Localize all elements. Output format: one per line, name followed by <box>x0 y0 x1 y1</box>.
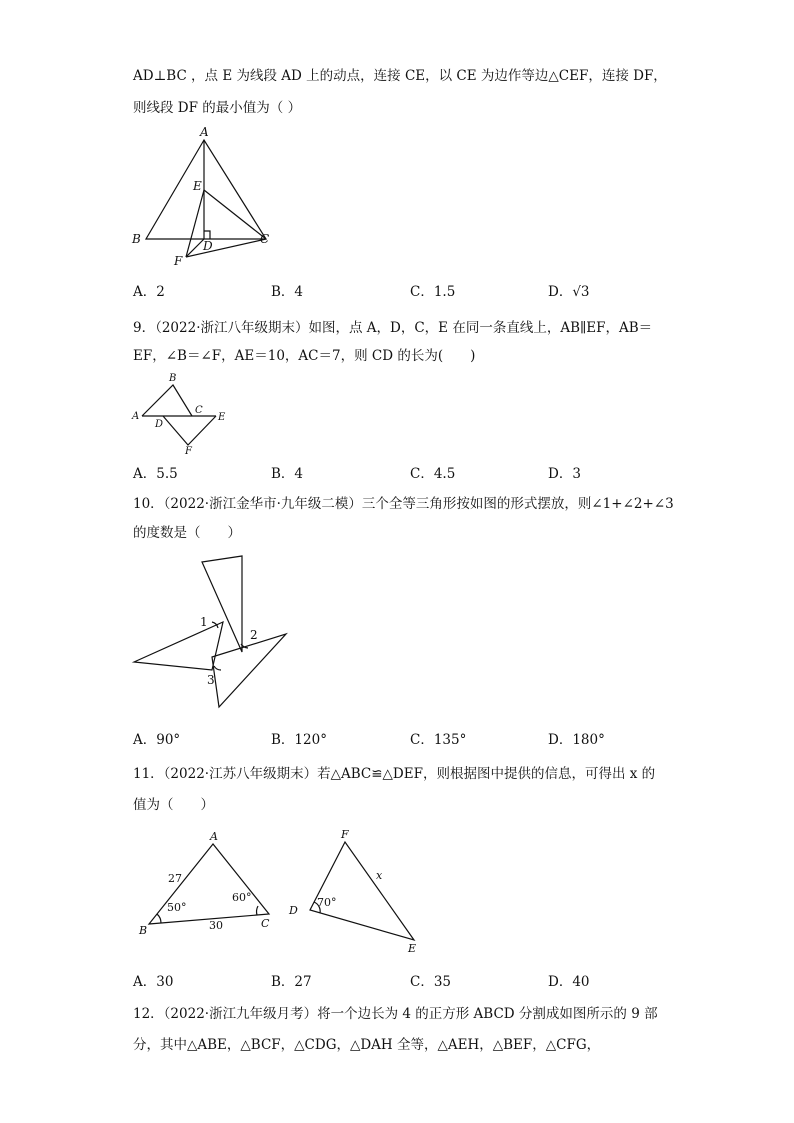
q9-text-line-1: 9．（2022·浙江八年级期末）如图，点 A，D，C，E 在同一条直线上，AB∥EF，AB＝ <box>133 320 653 336</box>
q9-option-a[interactable]: A．5.5 <box>133 466 178 482</box>
q11-option-a[interactable]: A．30 <box>133 974 174 990</box>
q10-text-line-1: 10．（2022·浙江金华市·九年级二模）三个全等三角形按如图的形式摆放，则∠1+∠2+∠3 <box>133 496 674 512</box>
q9-label-f: F <box>185 446 192 457</box>
q11-angle-c: 60° <box>232 891 252 904</box>
q10-option-c[interactable]: C．135° <box>410 732 467 748</box>
q11-label-a: A <box>210 830 218 843</box>
q11-options <box>133 970 693 990</box>
q11-figure <box>133 822 433 957</box>
q9-label-d: D <box>155 419 164 430</box>
q11-label-b: B <box>139 924 148 937</box>
q10-angle-3-label: 3 <box>207 673 215 687</box>
q10-figure <box>130 552 295 717</box>
q12-text-line-1: 12．（2022·浙江九年级月考）将一个边长为 4 的正方形 ABCD 分割成如图所示的 9 部 <box>133 1006 658 1022</box>
q8-options <box>133 280 693 300</box>
q11-label-d: D <box>289 904 298 917</box>
q9-label-b: B <box>169 373 177 384</box>
q8-label-a: A <box>200 125 209 139</box>
q11-label-e: E <box>408 942 417 955</box>
q9-option-d[interactable]: D．3 <box>548 466 581 482</box>
q8-option-c[interactable]: C．1.5 <box>410 284 456 300</box>
q10-angle-2-label: 2 <box>250 628 258 642</box>
q8-label-f: F <box>174 254 183 268</box>
q11-text-line-2: 值为（ ） <box>133 797 214 813</box>
q9-option-b[interactable]: B．4 <box>271 466 304 482</box>
q11-side-x: x <box>376 869 383 882</box>
q9-option-c[interactable]: C．4.5 <box>410 466 456 482</box>
q8-text-line-2: 则线段 DF 的最小值为（ ） <box>133 100 302 116</box>
q11-option-d[interactable]: D．40 <box>548 974 590 990</box>
q10-option-b[interactable]: B．120° <box>271 732 327 748</box>
q11-label-f: F <box>341 828 349 841</box>
q9-label-c: C <box>195 405 203 416</box>
q11-angle-d: 70° <box>317 896 337 909</box>
q8-label-b: B <box>132 232 141 246</box>
q9-label-a: A <box>132 411 140 422</box>
q9-label-e: E <box>218 412 226 423</box>
q9-figure <box>130 370 240 458</box>
q10-options <box>133 728 693 748</box>
q8-figure <box>128 124 288 269</box>
q11-option-c[interactable]: C．35 <box>410 974 452 990</box>
q11-label-c: C <box>261 917 270 930</box>
q11-text-line-1: 11．（2022·江苏八年级期末）若△ABC≌△DEF，则根据图中提供的信息，可得出 x 的 <box>133 766 656 782</box>
q12-text-line-2: 分，其中△ABE，△BCF，△CDG，△DAH 全等，△AEH，△BEF，△CFG， <box>133 1037 601 1053</box>
q10-angle-1-label: 1 <box>200 615 208 629</box>
q8-option-b[interactable]: B．4 <box>271 284 304 300</box>
q11-side-bc: 30 <box>209 919 223 932</box>
q8-label-e: E <box>193 179 202 193</box>
q8-label-c: C <box>260 232 270 246</box>
q11-side-ab: 27 <box>168 872 182 885</box>
q8-option-d[interactable]: D．√3 <box>548 284 590 300</box>
q11-angle-b: 50° <box>167 901 187 914</box>
q11-option-b[interactable]: B．27 <box>271 974 312 990</box>
q10-option-d[interactable]: D．180° <box>548 732 605 748</box>
q9-text-line-2: EF，∠B＝∠F，AE＝10，AC＝7，则 CD 的长为( ) <box>133 348 476 364</box>
q8-option-a[interactable]: A．2 <box>133 284 165 300</box>
q10-text-line-2: 的度数是（ ） <box>133 525 241 541</box>
q8-text-line-1: AD⊥BC ，点 E 为线段 AD 上的动点，连接 CE，以 CE 为边作等边△CEF，连接 DF， <box>133 68 667 84</box>
q8-label-d: D <box>203 239 213 253</box>
q10-option-a[interactable]: A．90° <box>133 732 181 748</box>
q9-options <box>133 462 693 482</box>
